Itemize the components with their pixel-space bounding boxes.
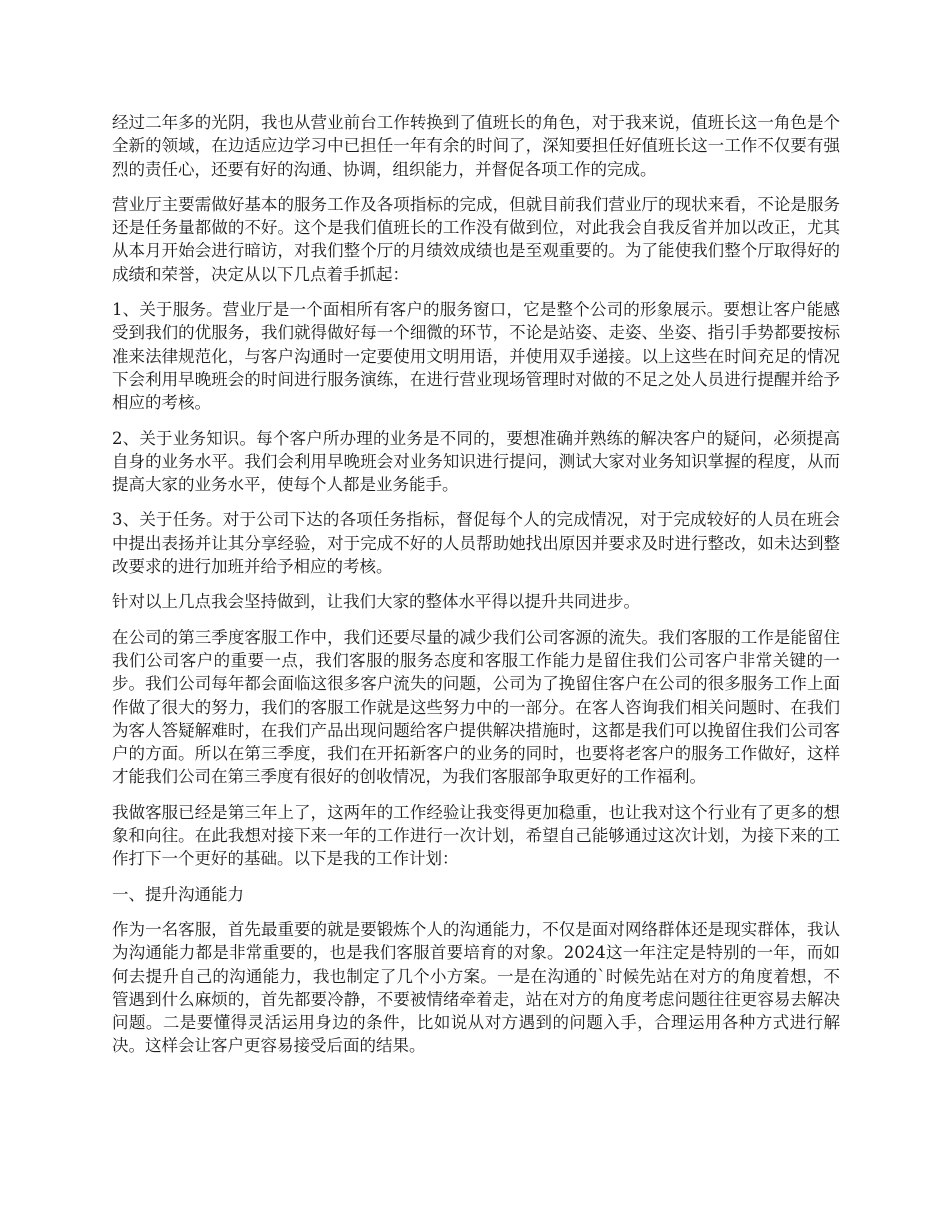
section-heading-communication: 一、提升沟通能力 bbox=[112, 884, 244, 904]
paragraph-plan-intro: 我做客服已经是第三年上了，这两年的工作经验让我变得更加稳重，也让我对这个行业有了更多的想象和向往。在此我想对接下来一年的工作进行一次计划，希望自己能够通过这次计划，为接下来的工作打下一个更好的基础。以下是我的工作计划： bbox=[112, 802, 840, 869]
paragraph-point-knowledge: 2、关于业务知识。每个客户所办理的业务是不同的，要想准确并熟练的解决客户的疑问，必须提高自身的业务水平。我们会利用早晚班会对业务知识进行提问，测试大家对业务知识掌握的程度，从而提高大家的业务水平，使每个人都是业务能手。 bbox=[112, 428, 840, 495]
paragraph-q3-customer-service: 在公司的第三季度客服工作中，我们还要尽量的减少我们公司客源的流失。我们客服的工作是能留住我们公司客户的重要一点，我们客服的服务态度和客服工作能力是留住我们公司客户非常关键的一步。我们公司每年都会面临这很多客户流失的问题，公司为了挽留住客户在公司的很多服务工作上面作做了很大的努力，我们的客服工作就是这些努力中的一部分。在客人咨询我们相关问题时、在我们为客人答疑解难时，在我们产品出现问题给客户提供解决措施时，这都是我们可以挽留住我们公司客户的方面。所以在第三季度，我们在开拓新客户的业务的同时，也要将老客户的服务工作做好，这样才能我们公司在第三季度有很好的创收情况，为我们客服部争取更好的工作福利。 bbox=[112, 627, 840, 787]
paragraph-intro: 经过二年多的光阴，我也从营业前台工作转换到了值班长的角色，对于我来说，值班长这一角色是个全新的领域，在边适应边学习中已担任一年有余的时间了，深知要担任好值班长这一工作不仅要有强烈的责任心，还要有好的沟通、协调，组织能力，并督促各项工作的完成。 bbox=[112, 113, 840, 179]
paragraph-communication: 作为一名客服，首先最重要的就是要锻炼个人的沟通能力，不仅是面对网络群体还是现实群体，我认为沟通能力都是非常重要的，也是我们客服首要培育的对象。2024这一年注定是特别的一年，而如何去提升自己的沟通能力，我也制定了几个小方案。一是在沟通的`时候先站在对方的角度着想，不管遇到什么麻烦的，首先都要冷静，不要被情绪牵着走，站在对方的角度考虑问题往往更容易去解决问题。二是要懂得灵活运用身边的条件，比如说从对方遇到的问题入手，合理运用各种方式进行解决。这样会让客户更容易接受后面的结果。 bbox=[112, 919, 840, 1056]
paragraph-point-service: 1、关于服务。营业厅是一个面相所有客户的服务窗口，它是整个公司的形象展示。要想让客户能感受到我们的优服务，我们就得做好每一个细微的环节，不论是站姿、走姿、坐姿、指引手势都要按标准来法律规范化，与客户沟通时一定要使用文明用语，并使用双手递接。以上这些在时间充足的情况下会利用早晚班会的时间进行服务演练，在进行营业现场管理时对做的不足之处人员进行提醒并给予相应的考核。 bbox=[112, 300, 840, 413]
paragraph-point-tasks: 3、关于任务。对于公司下达的各项任务指标，督促每个人的完成情况，对于完成较好的人员在班会中提出表扬并让其分享经验，对于完成不好的人员帮助她找出原因并要求及时进行整改，如未达到整改要求的进行加班并给予相应的考核。 bbox=[112, 510, 840, 577]
document-body bbox=[112, 111, 840, 1070]
paragraph-commitment: 针对以上几点我会坚持做到，让我们大家的整体水平得以提升共同进步。 bbox=[112, 592, 640, 612]
paragraph-hall-status: 营业厅主要需做好基本的服务工作及各项指标的完成，但就目前我们营业厅的现状来看，不论是服务还是任务量都做的不好。这个是我们值班长的工作没有做到位，对此我会自我反省并加以改正，尤其从本月开始会进行暗访，对我们整个厅的月绩效成绩也是至观重要的。为了能使我们整个厅取得好的成绩和荣誉，决定从以下几点着手抓起： bbox=[112, 194, 840, 284]
